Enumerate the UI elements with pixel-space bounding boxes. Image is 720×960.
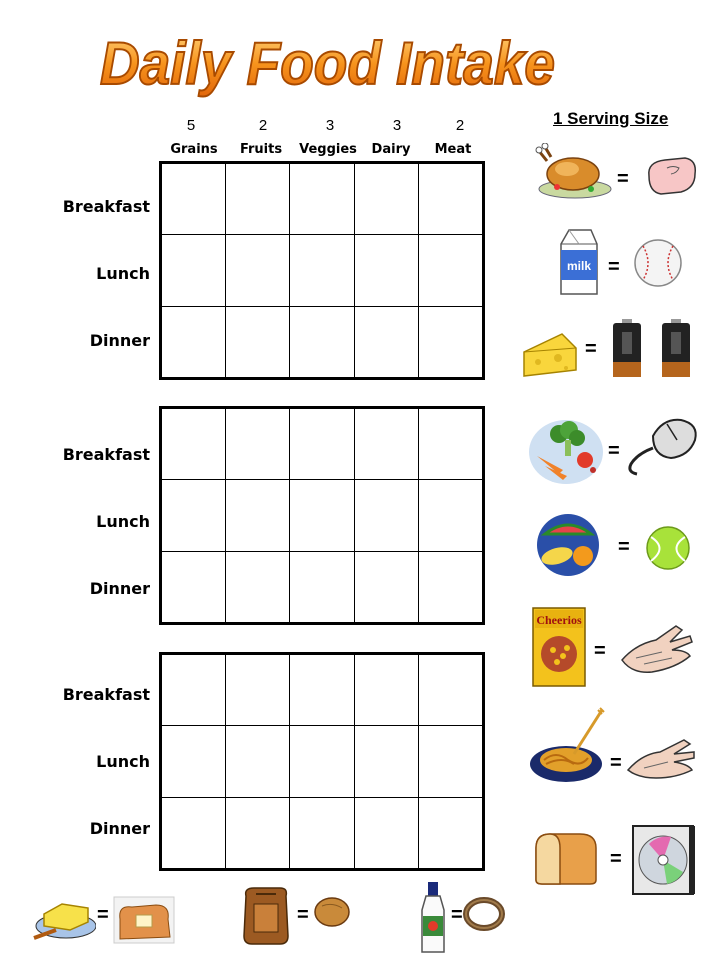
milk-label: milk xyxy=(566,259,592,273)
chicken-icon xyxy=(535,143,613,201)
ring-icon xyxy=(463,896,505,932)
equals-sign: = xyxy=(451,904,463,926)
row-label-lunch: Lunch xyxy=(96,264,150,283)
grid-row-lunch xyxy=(161,726,484,798)
row-label-dinner: Dinner xyxy=(89,331,150,350)
cell[interactable] xyxy=(161,307,226,379)
cell[interactable] xyxy=(354,235,418,307)
equals-sign: = xyxy=(610,848,622,870)
grid-row-breakfast xyxy=(161,408,484,480)
cell[interactable] xyxy=(418,163,483,235)
column-header-meat: Meat xyxy=(434,142,472,157)
servings-grains: 5 xyxy=(186,117,196,134)
column-header-veggies: Veggies xyxy=(299,142,357,157)
cell[interactable] xyxy=(354,654,418,726)
cell[interactable] xyxy=(290,480,354,552)
bread-icon xyxy=(530,828,602,888)
grid-row-breakfast xyxy=(161,654,484,726)
cell[interactable] xyxy=(226,480,290,552)
cell[interactable] xyxy=(226,726,290,798)
peanut-butter-jar-icon xyxy=(240,886,292,946)
grid-row-dinner xyxy=(161,552,484,624)
page-title xyxy=(95,22,565,102)
cell[interactable] xyxy=(290,798,354,870)
grid-row-lunch xyxy=(161,480,484,552)
cell[interactable] xyxy=(161,480,226,552)
servings-veggies: 3 xyxy=(325,117,335,134)
spaghetti-icon xyxy=(528,706,608,786)
soap-icon xyxy=(643,154,699,198)
cell[interactable] xyxy=(226,408,290,480)
servings-meat: 2 xyxy=(455,117,465,134)
cell[interactable] xyxy=(161,726,226,798)
cell[interactable] xyxy=(290,163,354,235)
row-label-lunch: Lunch xyxy=(96,512,150,531)
cell[interactable] xyxy=(354,726,418,798)
equals-sign: = xyxy=(608,256,620,278)
grid-row-breakfast xyxy=(161,163,484,235)
servings-fruits: 2 xyxy=(258,117,268,134)
equals-sign: = xyxy=(617,168,629,190)
cell[interactable] xyxy=(418,726,483,798)
cell[interactable] xyxy=(161,654,226,726)
cell[interactable] xyxy=(418,798,483,870)
intake-grid-day-3 xyxy=(159,652,485,871)
grid-row-dinner xyxy=(161,307,484,379)
tennis-ball-icon xyxy=(645,525,691,571)
row-label-breakfast: Breakfast xyxy=(62,197,150,216)
battery-icon xyxy=(659,318,693,378)
serving-size-title: 1 Serving Size xyxy=(553,109,669,128)
column-header-fruits: Fruits xyxy=(239,142,283,157)
cell[interactable] xyxy=(418,552,483,624)
cupped-hand-icon xyxy=(616,618,696,680)
row-label-dinner: Dinner xyxy=(89,579,150,598)
cell[interactable] xyxy=(418,480,483,552)
equals-sign: = xyxy=(610,752,622,774)
grid-row-lunch xyxy=(161,235,484,307)
open-hand-icon xyxy=(624,732,698,782)
cell[interactable] xyxy=(354,798,418,870)
cell[interactable] xyxy=(161,552,226,624)
cereal-brand: Cheerios xyxy=(536,613,582,627)
title-text: Daily Food Intake xyxy=(100,30,555,97)
cell[interactable] xyxy=(354,307,418,379)
cell[interactable] xyxy=(354,408,418,480)
cell[interactable] xyxy=(290,654,354,726)
cereal-box-icon xyxy=(531,606,587,688)
milk-carton-icon xyxy=(557,226,601,296)
intake-grid-day-1 xyxy=(159,161,485,380)
servings-dairy: 3 xyxy=(392,117,402,134)
cell[interactable] xyxy=(226,654,290,726)
cell[interactable] xyxy=(161,798,226,870)
salad-dressing-icon xyxy=(418,880,448,956)
column-header-grains: Grains xyxy=(170,142,218,157)
intake-grid-day-2 xyxy=(159,406,485,625)
cell[interactable] xyxy=(226,552,290,624)
cell[interactable] xyxy=(354,480,418,552)
cell[interactable] xyxy=(418,408,483,480)
butter-icon xyxy=(32,892,96,942)
grid-row-dinner xyxy=(161,798,484,870)
cell[interactable] xyxy=(418,307,483,379)
cell[interactable] xyxy=(226,798,290,870)
cell[interactable] xyxy=(290,726,354,798)
row-label-breakfast: Breakfast xyxy=(62,685,150,704)
cell[interactable] xyxy=(161,408,226,480)
toast-icon xyxy=(112,895,176,945)
cell[interactable] xyxy=(418,235,483,307)
row-label-dinner: Dinner xyxy=(89,819,150,838)
column-header-dairy: Dairy xyxy=(371,142,411,157)
cell[interactable] xyxy=(226,307,290,379)
equals-sign: = xyxy=(594,640,606,662)
cell[interactable] xyxy=(161,163,226,235)
equals-sign: = xyxy=(585,338,597,360)
cell[interactable] xyxy=(290,408,354,480)
equals-sign: = xyxy=(97,904,109,926)
equals-sign: = xyxy=(608,440,620,462)
baseball-icon xyxy=(633,238,683,288)
cell[interactable] xyxy=(161,235,226,307)
cheese-icon xyxy=(522,330,578,380)
cell[interactable] xyxy=(226,163,290,235)
equals-sign: = xyxy=(297,904,309,926)
cell[interactable] xyxy=(226,235,290,307)
battery-icon xyxy=(610,318,644,378)
row-label-lunch: Lunch xyxy=(96,752,150,771)
cell[interactable] xyxy=(354,163,418,235)
row-label-breakfast: Breakfast xyxy=(62,445,150,464)
cell[interactable] xyxy=(290,235,354,307)
equals-sign: = xyxy=(618,536,630,558)
almond-icon xyxy=(312,894,352,930)
vegetables-icon xyxy=(527,414,605,486)
computer-mouse-icon xyxy=(623,414,703,478)
cell[interactable] xyxy=(290,552,354,624)
cell[interactable] xyxy=(418,654,483,726)
cell[interactable] xyxy=(290,307,354,379)
fruits-icon xyxy=(535,512,601,578)
cell[interactable] xyxy=(354,552,418,624)
cd-icon xyxy=(631,822,699,898)
